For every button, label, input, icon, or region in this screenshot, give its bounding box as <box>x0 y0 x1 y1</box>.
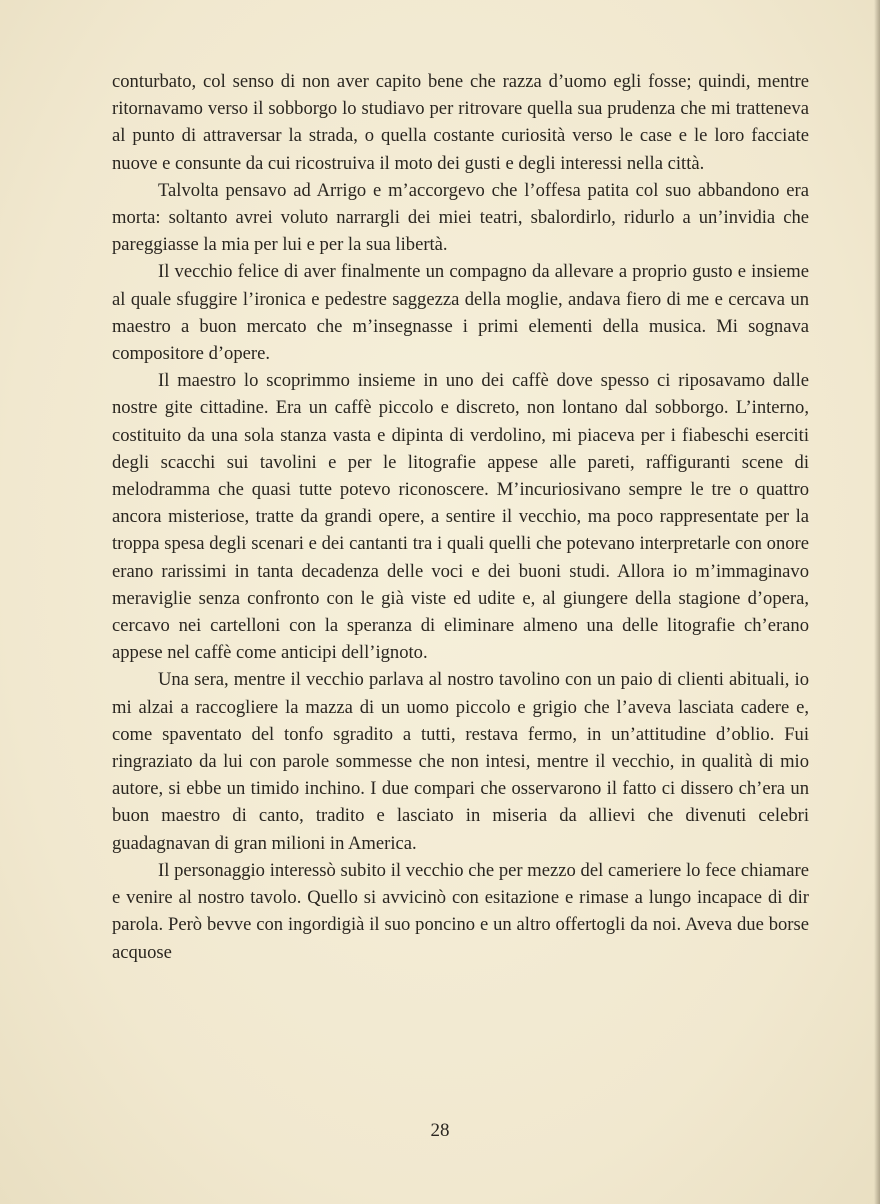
paragraph-1: conturbato, col senso di non aver capito bene che razza d’uomo egli fosse; quindi, mentre ritornavamo verso il sobborgo lo studiavo per ritrovare quella sua prudenza che mi tratteneva al punto di attraversar la strada, o quella costante curiosità verso le case e le loro facciate nuove e consunte da cui ricostruiva il moto dei gusti e degli interessi nella città. <box>112 71 809 174</box>
paragraph-3: Il vecchio felice di aver finalmente un compagno da allevare a proprio gusto e insieme al quale sfuggire l’ironica e pedestre saggezza della moglie, andava fiero di me e cercava un maestro a buon mercato che m’insegnasse i primi elementi della musica. Mi sognava compositore d’opere. <box>112 261 809 365</box>
paragraph-4: Il maestro lo scoprimmo insieme in uno dei caffè dove spesso ci riposavamo dalle nostre gite cittadine. Era un caffè piccolo e discreto, non lontano dal sobborgo. L’interno, costituito da una sola stanza vasta e dipinta di verdolino, mi piaceva per i fiabeschi eserciti degli scacchi sui tavolini e per le litografie appese alle pareti, raffiguranti scene di melodramma che quasi tutte potevo riconoscere. M’incuriosivano sempre le tre o quattro ancora misteriose, tratte da grandi opere, a sentire il vecchio, ma poco rappresentate per la troppa spesa degli scenari e dei cantanti tra i quali quelli che potevano interpretarle con onore erano rarissimi in tanta decadenza delle voci e dei buoni studi. Allora io m’immaginavo meraviglie senza confronto con le già viste ed udite e, al giungere della stagione d’opera, cercavo nei cartelloni con la speranza di eliminare almeno una delle litografie ch’erano appese nel caffè come anticipi dell’ignoto. <box>112 370 809 664</box>
body-text <box>112 68 809 966</box>
paragraph-5: Una sera, mentre il vecchio parlava al nostro tavolino con un paio di clienti abituali, io mi alzai a raccogliere la mazza di un uomo piccolo e grigio che l’aveva lasciata cadere e, come spaventato del tonfo sgradito a tutti, restava fermo, in un’attitudine d’oblio. Fui ringraziato da lui con parole sommesse che non intesi, mentre il vecchio, in qualità di mio autore, si ebbe un timido inchino. I due compari che osservarono il fatto ci dissero ch’era un buon maestro di canto, tradito e lasciato in miseria da allievi che divenuti celebri guadagnavan di gran milioni in America. <box>112 669 809 854</box>
paragraph-6: Il personaggio interessò subito il vecchio che per mezzo del cameriere lo fece chiamare e venire al nostro tavolo. Quello si avvicinò con esitazione e rimase a lungo incapace di dir parola. Però bevve con ingordigià il suo poncino e un altro offertogli da noi. Aveva due borse acquose <box>112 859 809 963</box>
page-number: 28 <box>430 1120 450 1141</box>
page-edge-shadow <box>874 0 880 1204</box>
paragraph-2: Talvolta pensavo ad Arrigo e m’accorgevo che l’offesa patita col suo abbandono era morta: soltanto avrei voluto narrargli dei miei teatri, sbalordirlo, ridurlo a un’invidia che pareggiasse la mia per lui e per la sua libertà. <box>112 179 809 256</box>
